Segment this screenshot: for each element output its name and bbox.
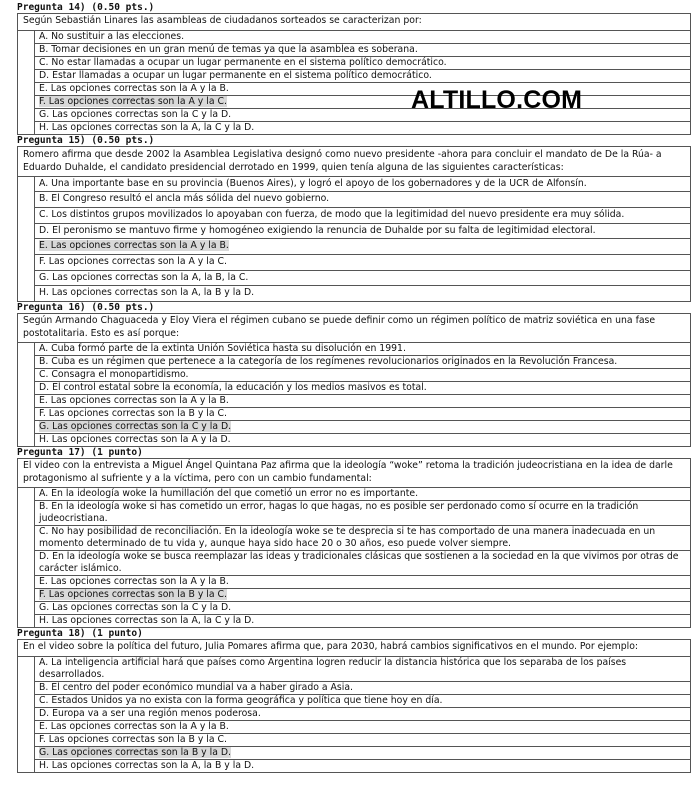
option-c[interactable] xyxy=(34,208,690,224)
option-text: C. No estar llamadas a ocupar un lugar permanente en el sistema político democrático. xyxy=(39,56,447,68)
option-text: E. Las opciones correctas son la A y la B. xyxy=(39,720,229,732)
option-e[interactable] xyxy=(34,721,690,734)
option-g[interactable] xyxy=(34,421,690,434)
option-b[interactable] xyxy=(34,501,690,526)
option-text: E. Las opciones correctas son la A y la B. xyxy=(39,240,229,252)
question-title: Pregunta 14) (0.50 pts.) xyxy=(17,2,155,13)
option-text: D. Europa va a ser una región menos poderosa. xyxy=(39,707,261,719)
option-list xyxy=(18,343,690,446)
option-text: B. Cuba es un régimen que pertenece a la categoría de los regímenes revolucionarios originados en la Revolución Francesa. xyxy=(39,356,618,368)
option-text: H. Las opciones correctas son la A, la B y la D. xyxy=(39,287,255,299)
option-b[interactable] xyxy=(34,44,690,57)
option-h[interactable] xyxy=(34,286,690,301)
option-f[interactable] xyxy=(34,734,690,747)
option-h[interactable] xyxy=(34,615,690,627)
exam-page xyxy=(17,2,691,773)
question-box xyxy=(17,146,691,303)
option-text: H. Las opciones correctas son la A y la D. xyxy=(39,434,231,446)
option-text: C. Consagra el monopartidismo. xyxy=(39,369,189,381)
option-text: F. Las opciones correctas son la B y la C. xyxy=(39,589,227,601)
option-list xyxy=(18,177,690,302)
option-text: G. Las opciones correctas son la B y la D. xyxy=(39,746,231,758)
option-text: F. Las opciones correctas son la A y la C. xyxy=(39,256,227,268)
question-stem: El video con la entrevista a Miguel Ángel Quintana Paz afirma que la ideología “woke” retoma la tradición judeocristiana en la idea de darle protagonismo al sufriente y a la víctima, pero con un cambio fundamental: xyxy=(18,459,690,488)
option-text: G. Las opciones correctas son la C y la D. xyxy=(39,602,232,614)
option-text: G. Las opciones correctas son la C y la D. xyxy=(39,108,232,120)
option-f[interactable] xyxy=(34,589,690,602)
option-h[interactable] xyxy=(34,760,690,772)
option-e[interactable] xyxy=(34,239,690,255)
option-list xyxy=(18,657,690,772)
option-text: H. Las opciones correctas son la A, la C y la D. xyxy=(39,121,255,133)
option-d[interactable] xyxy=(34,708,690,721)
option-d[interactable] xyxy=(34,224,690,240)
option-text: D. El control estatal sobre la economía, la educación y los medios masivos es total. xyxy=(39,382,427,394)
option-b[interactable] xyxy=(34,682,690,695)
option-c[interactable] xyxy=(34,57,690,70)
option-list xyxy=(18,31,690,134)
option-text: D. El peronismo se mantuvo firme y homogéneo exigiendo la renuncia de Duhalde por su falta de legitimidad electoral. xyxy=(39,224,596,236)
option-text: A. Una importante base en su provincia (Buenos Aires), y logró el apoyo de los gobernadores y de la UCR de Alfonsín. xyxy=(39,177,587,189)
option-text: E. Las opciones correctas son la A y la B. xyxy=(39,395,229,407)
question-title: Pregunta 15) (0.50 pts.) xyxy=(17,134,155,146)
option-text: D. Estar llamadas a ocupar un lugar permanente en el sistema político democrático. xyxy=(39,69,432,81)
option-a[interactable] xyxy=(34,488,690,501)
watermark: ALTILLO.COM xyxy=(411,86,583,114)
option-text: D. En la ideología woke se busca reemplazar las ideas y tradicionales clásicas que sostienen a la sociedad en la que vivimos por otras de carácter islámico. xyxy=(39,551,679,575)
option-text: A. En la ideología woke la humillación del que cometió un error no es importante. xyxy=(39,488,419,500)
option-f[interactable] xyxy=(34,255,690,271)
option-f[interactable] xyxy=(34,96,690,109)
option-a[interactable] xyxy=(34,177,690,193)
option-a[interactable] xyxy=(34,657,690,682)
option-a[interactable] xyxy=(34,343,690,356)
option-a[interactable] xyxy=(34,31,690,44)
option-text: E. Las opciones correctas son la A y la B. xyxy=(39,576,229,588)
option-text: F. Las opciones correctas son la A y la C. xyxy=(39,95,227,107)
question-title: Pregunta 17) (1 punto) xyxy=(17,447,143,459)
question-box xyxy=(17,13,691,135)
option-e[interactable] xyxy=(34,395,690,408)
option-text: C. Estados Unidos ya no exista con la forma geográfica y política que tiene hoy en día. xyxy=(39,694,443,706)
option-text: H. Las opciones correctas son la A, la C y la D. xyxy=(39,615,255,627)
option-g[interactable] xyxy=(34,271,690,287)
question-box xyxy=(17,313,691,447)
option-text: C. No hay posibilidad de reconciliación. En la ideología woke se te desprecia si te has comportado de una manera inadecuada en un momento determinado de tu vida y, aunque haya sido hace 20 o 30 años, eso puede volver siempre. xyxy=(39,526,656,550)
option-g[interactable] xyxy=(34,747,690,760)
option-text: G. Las opciones correctas son la A, la B, la C. xyxy=(39,271,249,283)
option-f[interactable] xyxy=(34,408,690,421)
question-stem: Romero afirma que desde 2002 la Asamblea Legislativa designó como nuevo presidente -ahora para concluir el mandato de De la Rúa- a Eduardo Duhalde, el candidato presidencial derrotado en 1999, quien tenía alguna de las siguientes características: xyxy=(18,147,690,177)
option-d[interactable] xyxy=(34,70,690,83)
question-stem: Según Sebastián Linares las asambleas de ciudadanos sorteados se caracterizan por: xyxy=(18,14,690,31)
option-b[interactable] xyxy=(34,192,690,208)
option-d[interactable] xyxy=(34,551,690,576)
option-e[interactable] xyxy=(34,576,690,589)
option-text: B. El Congreso resultó el ancla más sólida del nuevo gobierno. xyxy=(39,193,330,205)
option-h[interactable] xyxy=(34,122,690,134)
option-text: F. Las opciones correctas son la B y la C. xyxy=(39,733,227,745)
option-text: A. Cuba formó parte de la extinta Unión Soviética hasta su disolución en 1991. xyxy=(39,343,406,355)
option-text: H. Las opciones correctas son la A, la B y la D. xyxy=(39,759,255,771)
option-text: A. La inteligencia artificial hará que países como Argentina logren reducir la distancia histórica que los separaba de los países desarrollados. xyxy=(39,656,627,680)
question-stem: Según Armando Chaguaceda y Eloy Viera el régimen cubano se puede definir como un régimen político de matriz soviética en una fase postotalitaria. Esto es así porque: xyxy=(18,314,690,343)
option-g[interactable] xyxy=(34,602,690,615)
question-stem: En el video sobre la política del futuro, Julia Pomares afirma que, para 2030, habrá cambios significativos en el mundo. Por ejemplo: xyxy=(18,640,690,657)
question-title: Pregunta 16) (0.50 pts.) xyxy=(17,302,155,314)
option-text: F. Las opciones correctas son la B y la C. xyxy=(39,408,227,420)
option-e[interactable] xyxy=(34,83,690,96)
option-g[interactable] xyxy=(34,109,690,122)
question-title: Pregunta 18) (1 punto) xyxy=(17,628,143,640)
option-h[interactable] xyxy=(34,434,690,446)
question-box xyxy=(17,458,691,628)
option-c[interactable] xyxy=(34,369,690,382)
question-box xyxy=(17,639,691,773)
option-list xyxy=(18,488,690,627)
option-text: C. Los distintos grupos movilizados lo apoyaban con fuerza, de modo que la legitimidad del nuevo presidente era muy sólida. xyxy=(39,208,625,220)
option-text: B. El centro del poder económico mundial va a haber girado a Asia. xyxy=(39,681,353,693)
option-c[interactable] xyxy=(34,526,690,551)
option-d[interactable] xyxy=(34,382,690,395)
option-c[interactable] xyxy=(34,695,690,708)
option-text: B. En la ideología woke si has cometido un error, hagas lo que hagas, no es posible ser perdonado como sí ocurre en la tradición judeocristiana. xyxy=(39,501,639,525)
option-text: A. No sustituir a las elecciones. xyxy=(39,30,185,42)
option-text: G. Las opciones correctas son la C y la D. xyxy=(39,421,232,433)
option-text: B. Tomar decisiones en un gran menú de temas ya que la asamblea es soberana. xyxy=(39,43,418,55)
option-b[interactable] xyxy=(34,356,690,369)
option-text: E. Las opciones correctas son la A y la B. xyxy=(39,82,229,94)
